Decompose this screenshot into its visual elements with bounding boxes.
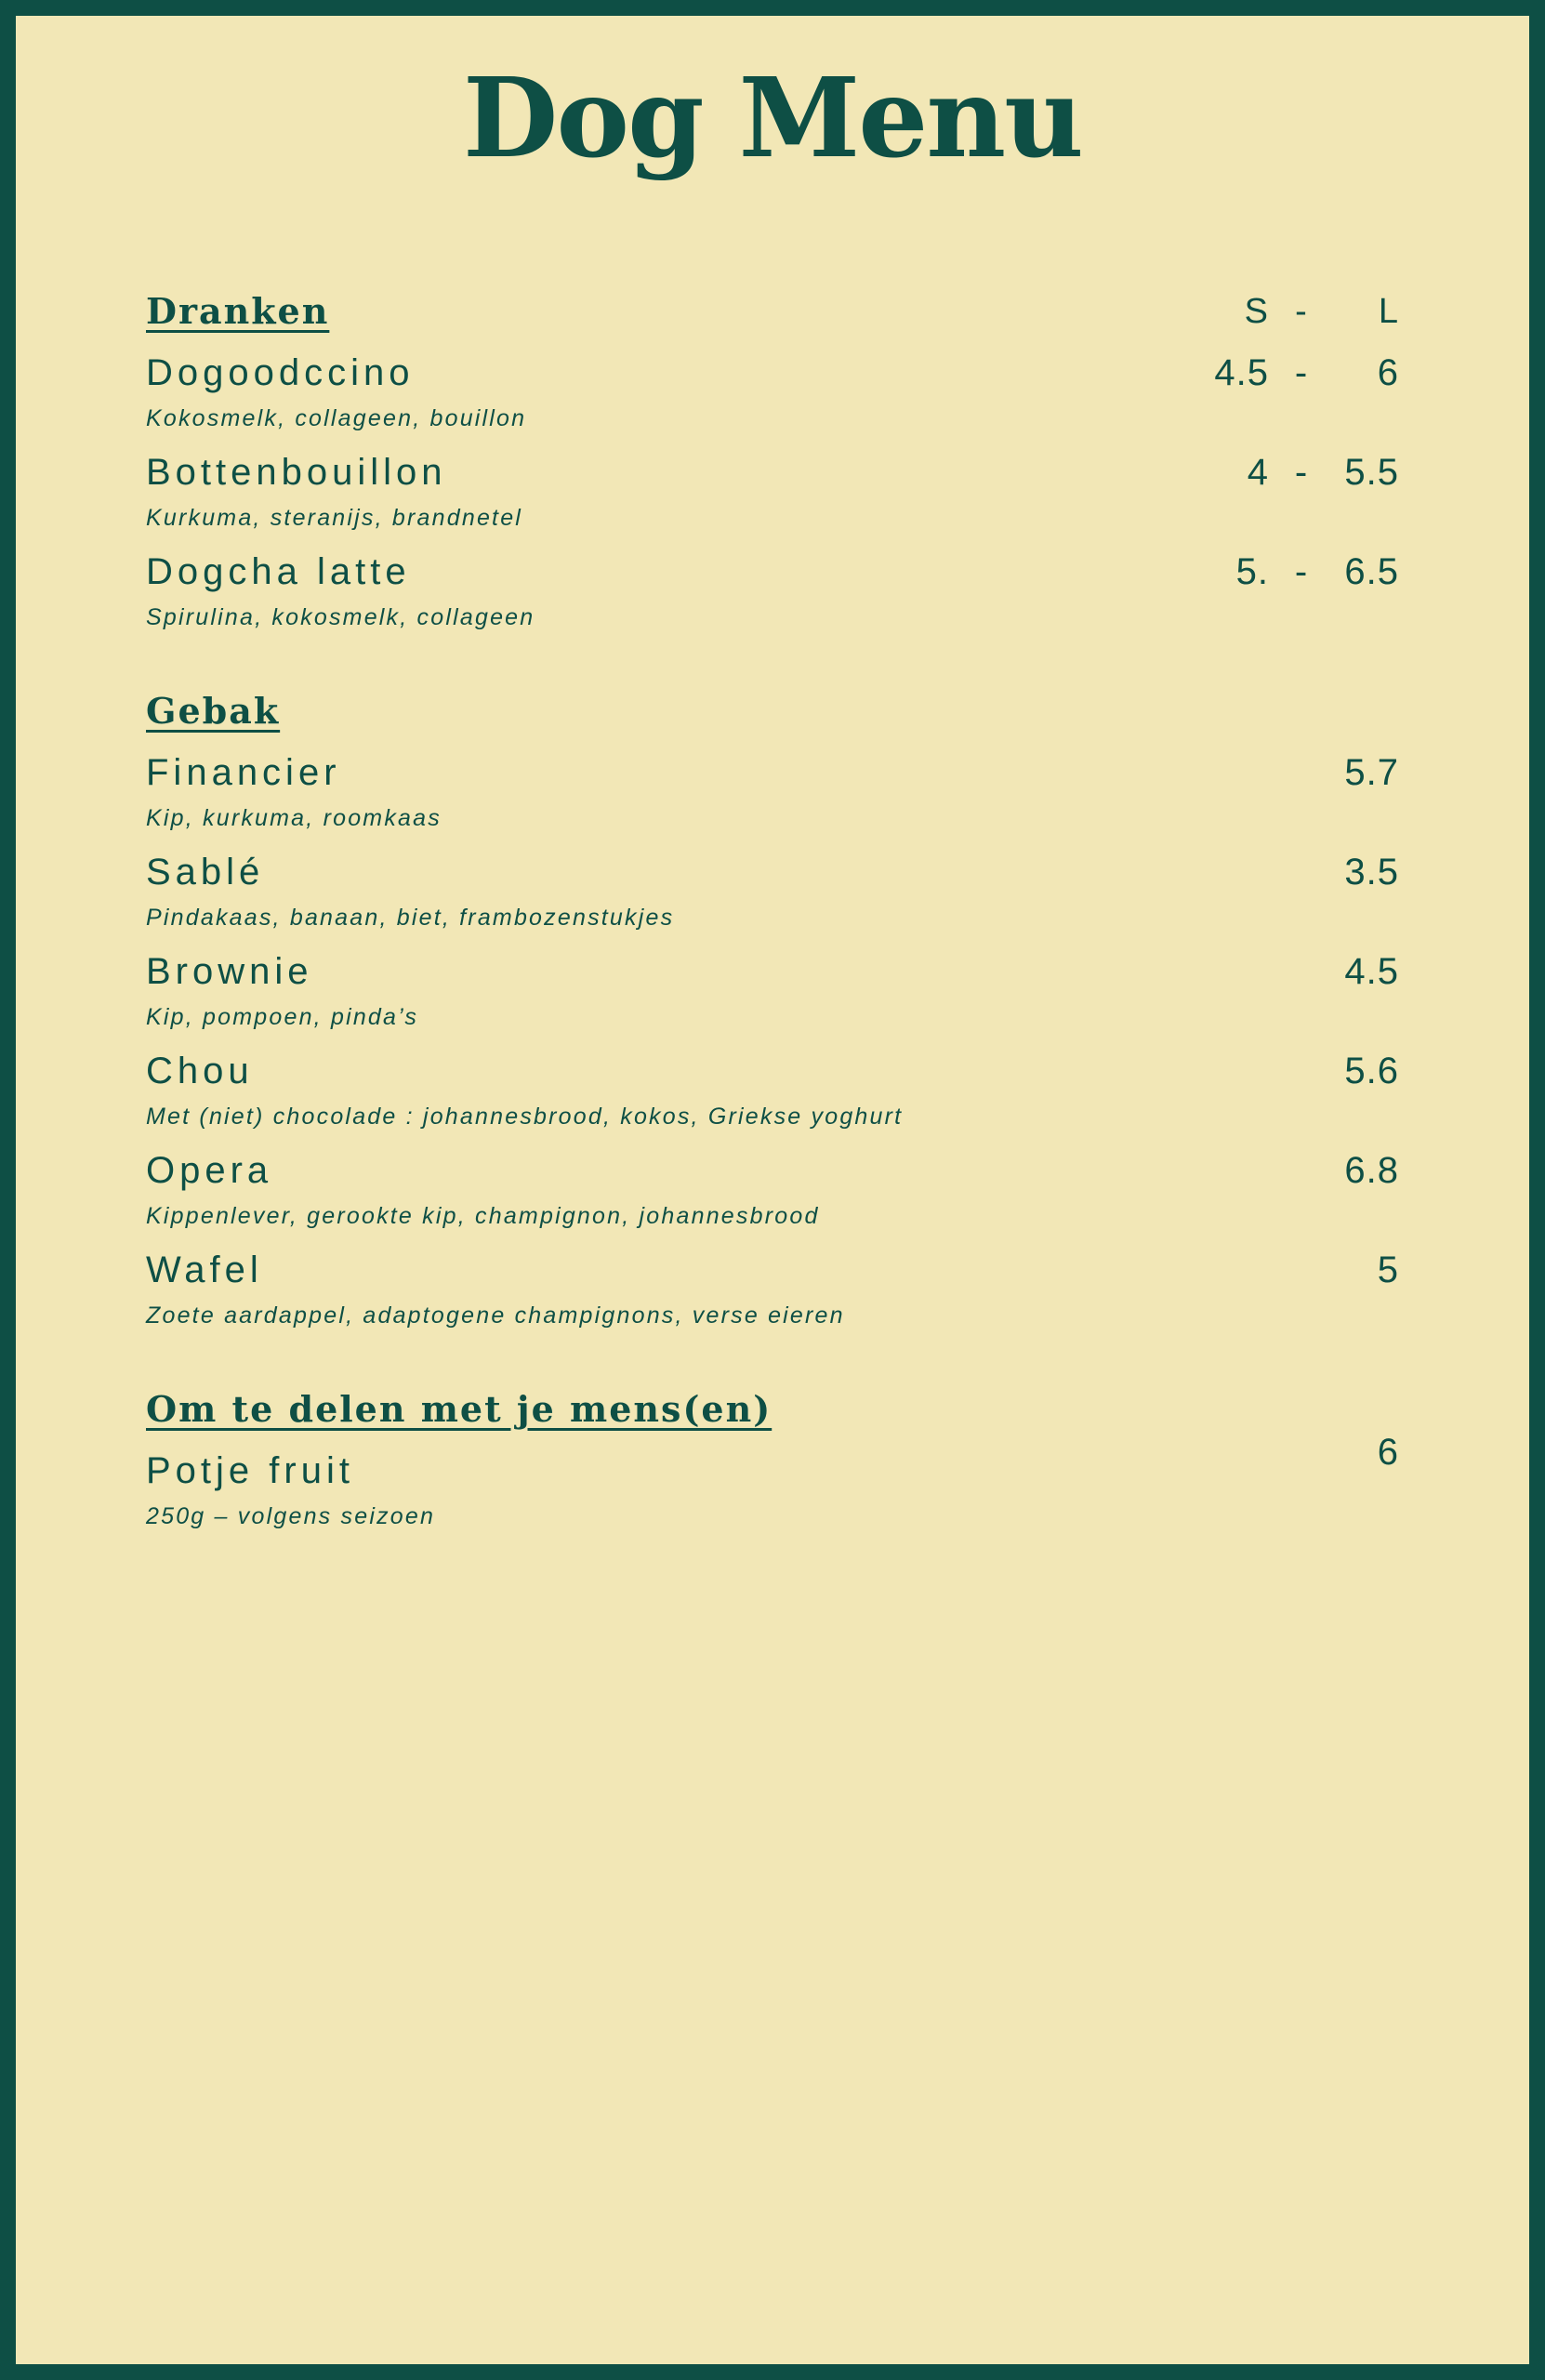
menu-item-row: [146, 1242, 1399, 1298]
menu-item-price: 4.5: [1344, 950, 1399, 992]
menu-item-price: 6.8: [1344, 1149, 1399, 1191]
menu-item-price: [1185, 352, 1399, 394]
menu-item-price: 6: [1377, 1431, 1399, 1473]
menu-item-description: Zoete aardappel, adaptogene champignons, verse eieren: [146, 1302, 845, 1329]
menu-item-row: [146, 944, 1399, 999]
menu-item: [146, 944, 1399, 1034]
menu-item-price: 5: [1377, 1249, 1399, 1290]
menu-page: [16, 16, 1529, 2364]
price-small: 4: [1247, 451, 1269, 493]
price-dash: -: [1294, 550, 1309, 592]
menu-item-name: Opera: [146, 1149, 273, 1191]
menu-item-name: Wafel: [146, 1249, 263, 1290]
section-header: [146, 690, 1399, 732]
menu-item-name: Financier: [146, 751, 341, 793]
menu-item-name: Sablé: [146, 851, 265, 892]
menu-item-description: Kokosmelk, collageen, bouillon: [146, 404, 527, 431]
menu-item-description: Kippenlever, gerookte kip, champignon, johannesbrood: [146, 1202, 820, 1229]
menu-item-row: [146, 1043, 1399, 1099]
price-small: 4.5: [1214, 351, 1269, 393]
menu-item: [146, 544, 1399, 634]
menu-item: [146, 745, 1399, 835]
price-large: 6.5: [1344, 550, 1399, 592]
menu-item: [146, 1043, 1399, 1133]
menu-content: [146, 290, 1399, 1533]
price-small: 5.: [1235, 550, 1269, 592]
menu-item: [146, 444, 1399, 535]
menu-item-name: Potje fruit: [146, 1449, 354, 1491]
menu-item: [146, 844, 1399, 934]
menu-item-description: Spirulina, kokosmelk, collageen: [146, 603, 535, 630]
menu-section-gebak: [146, 690, 1399, 1332]
menu-item-row: [146, 745, 1399, 800]
menu-item-price: 3.5: [1344, 851, 1399, 892]
menu-item: [146, 1242, 1399, 1332]
size-header-dash: -: [1295, 291, 1308, 331]
menu-item-price: 5.7: [1344, 751, 1399, 793]
size-column-headers: [1185, 292, 1399, 332]
price-dash: -: [1294, 351, 1309, 393]
menu-item-description: Kurkuma, steranijs, brandnetel: [146, 504, 523, 531]
section-title-gebak: Gebak: [146, 689, 281, 732]
menu-item-name: Bottenbouillon: [146, 451, 447, 493]
menu-item-description: Kip, pompoen, pinda’s: [146, 1003, 419, 1030]
menu-item-description: 250g – volgens seizoen: [146, 1502, 436, 1529]
menu-item: [146, 1431, 1399, 1533]
menu-section-dranken: [146, 290, 1399, 634]
menu-item-name: Brownie: [146, 950, 313, 992]
menu-item-price: [1185, 452, 1399, 494]
menu-item-description: Met (niet) chocolade : johannesbrood, kokos, Griekse yoghurt: [146, 1103, 904, 1130]
price-dash: -: [1294, 451, 1309, 493]
menu-item-description: Kip, kurkuma, roomkaas: [146, 804, 442, 831]
size-header-small: S: [1244, 291, 1269, 331]
section-title-om-te-delen: Om te delen met je mens(en): [146, 1387, 772, 1430]
menu-item-row: [146, 1143, 1399, 1198]
menu-item: [146, 1143, 1399, 1233]
menu-item-row: [146, 844, 1399, 900]
menu-item-name: Dogcha latte: [146, 550, 411, 592]
section-title-dranken: Dranken: [146, 289, 330, 332]
price-large: 5.5: [1344, 451, 1399, 493]
price-large: 6: [1377, 351, 1399, 393]
menu-section-om-te-delen: [146, 1388, 1399, 1533]
menu-item-price: 5.6: [1344, 1050, 1399, 1091]
page-title: Dog Menu: [463, 53, 1082, 182]
section-header: [146, 1388, 1399, 1430]
menu-item-name: Dogoodccino: [146, 351, 415, 393]
size-header-large: L: [1378, 291, 1399, 331]
menu-item-row: [146, 544, 1399, 600]
menu-item-row: [146, 1431, 1399, 1499]
menu-item-row: [146, 345, 1399, 401]
menu-item-description: Pindakaas, banaan, biet, frambozenstukjes: [146, 904, 675, 931]
section-header: [146, 290, 1399, 332]
menu-item-row: [146, 444, 1399, 500]
menu-item-name: Chou: [146, 1050, 254, 1091]
menu-item: [146, 345, 1399, 435]
menu-item-price: [1185, 551, 1399, 593]
